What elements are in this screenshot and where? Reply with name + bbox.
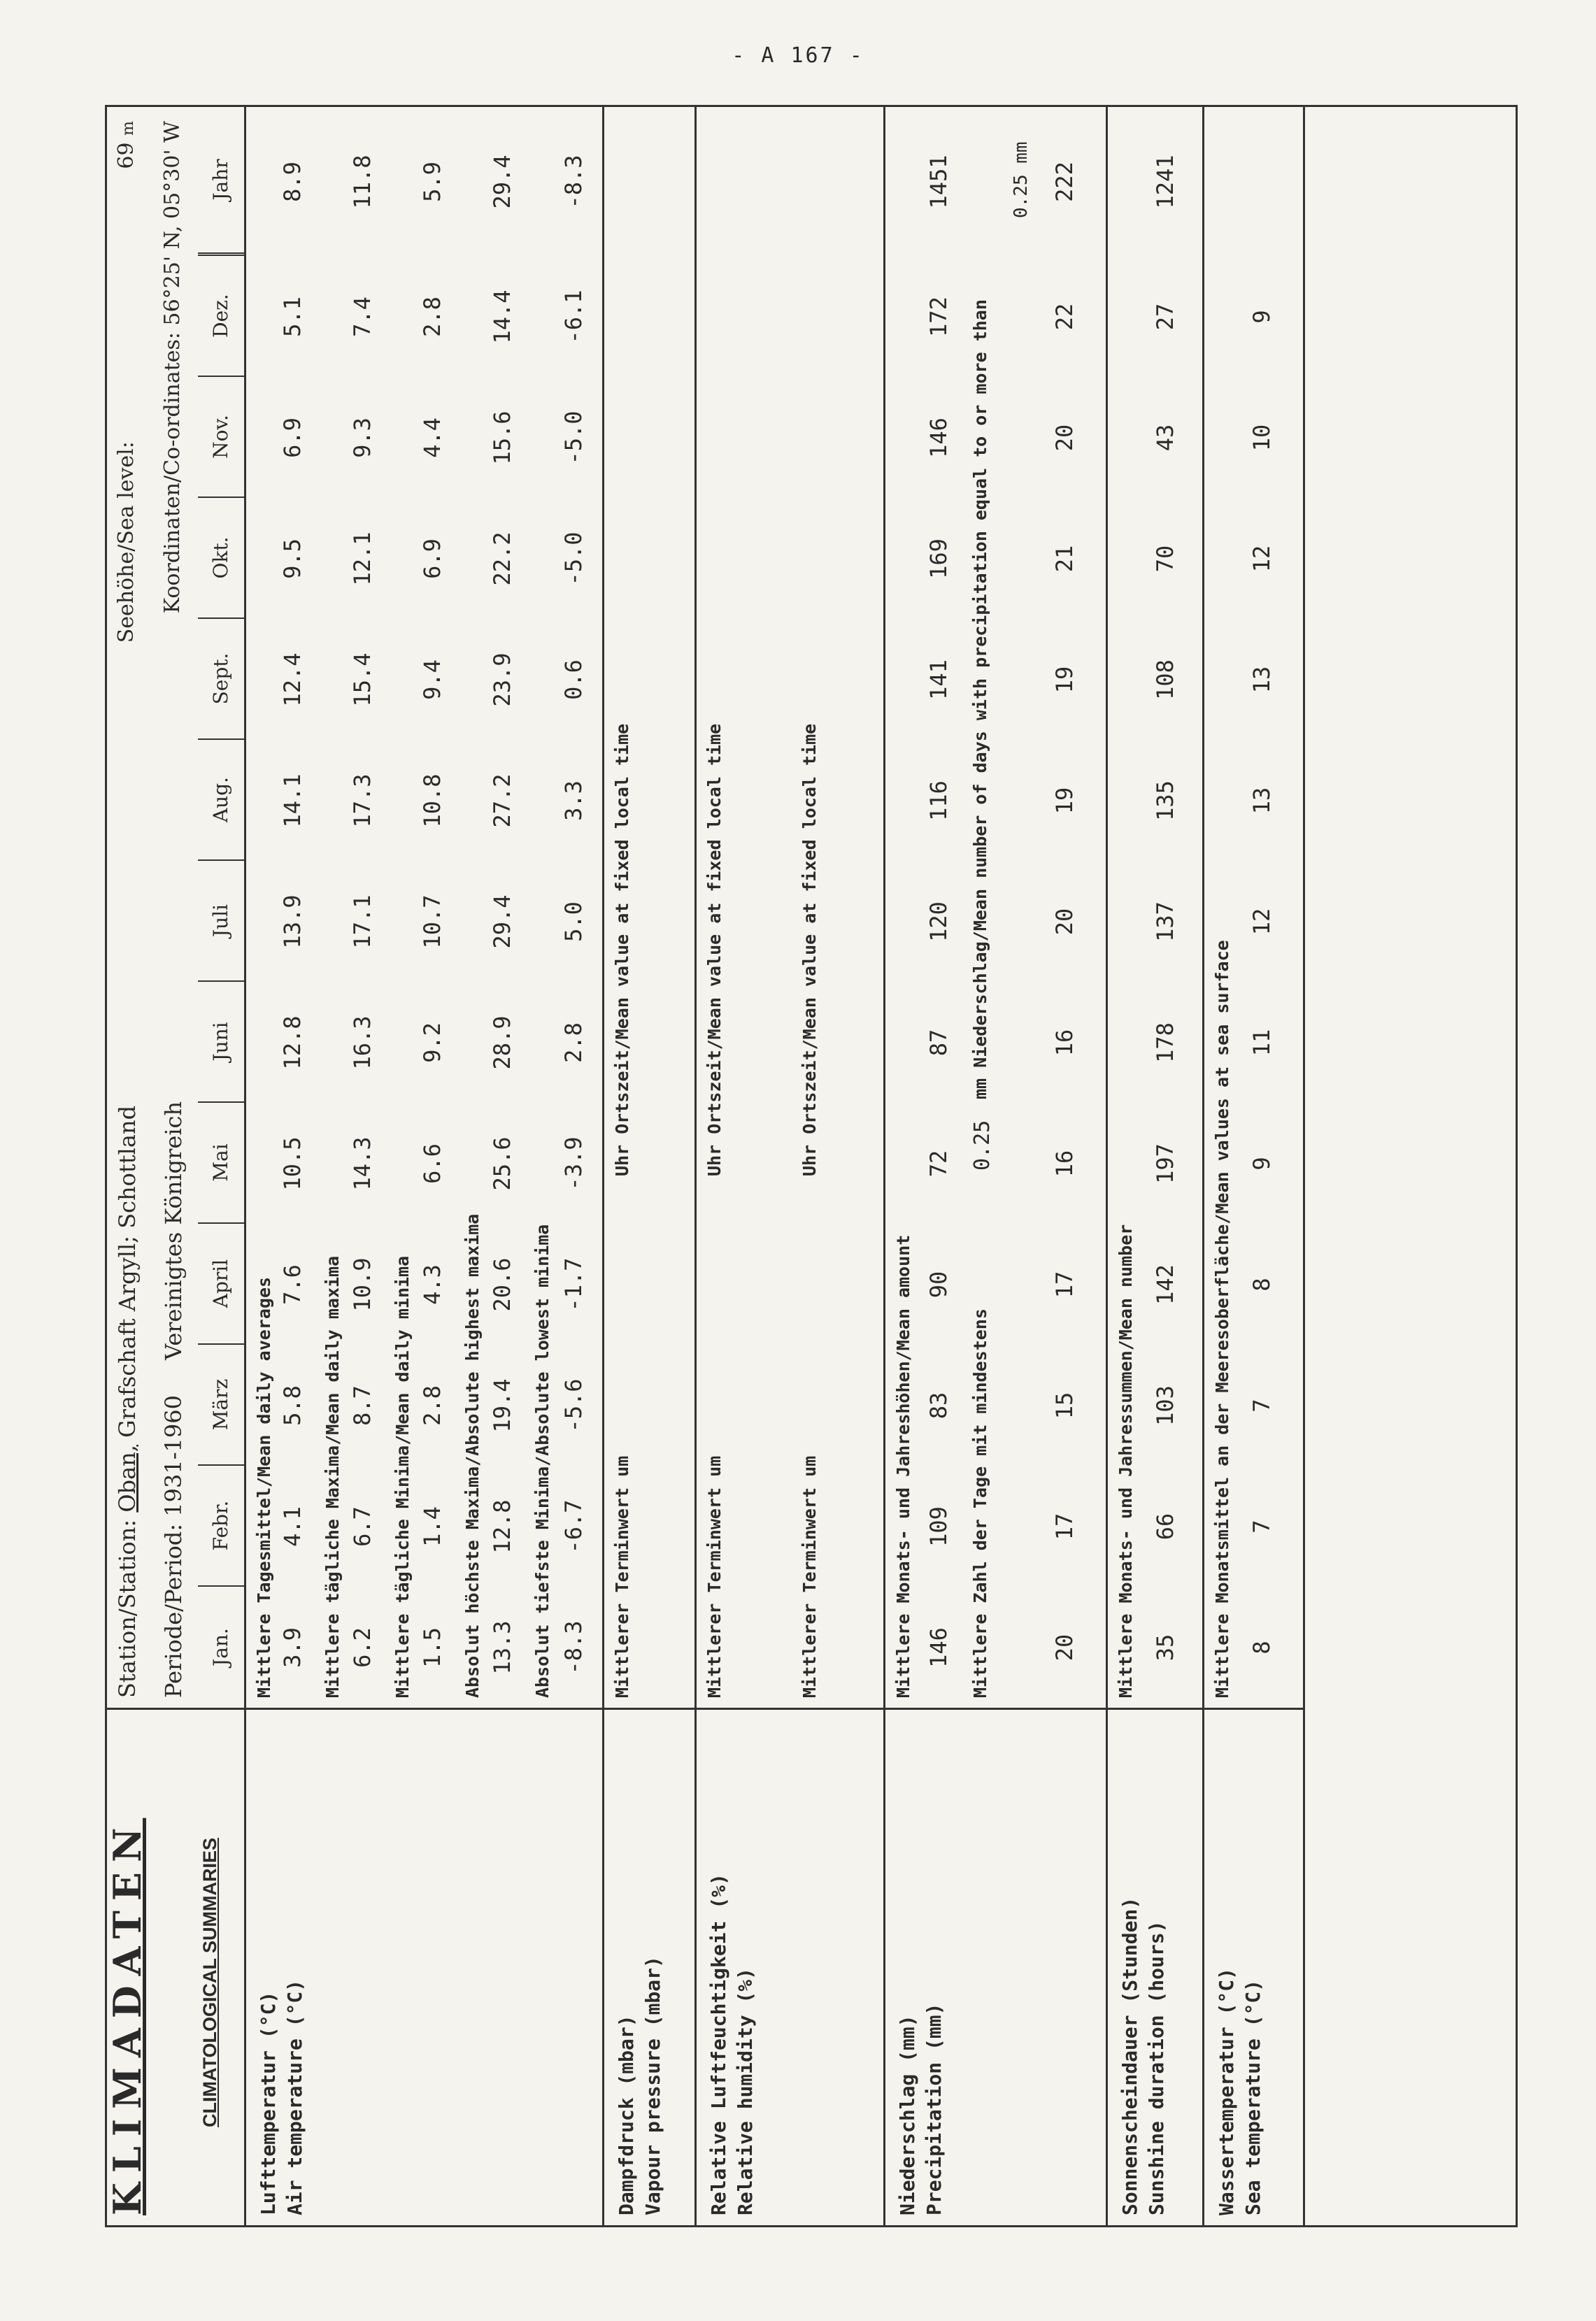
value-cell: 14.1 [279, 773, 306, 828]
value-cell: 27.2 [489, 773, 515, 828]
value-cell: -8.3 [560, 1620, 587, 1675]
value-cell: 109 [925, 1506, 952, 1547]
value-cell: 197 [1152, 1143, 1178, 1184]
value-cell: 22.2 [489, 531, 515, 586]
month-header: Juli [198, 861, 244, 982]
value-cell: 6.9 [419, 538, 446, 579]
sea-temperature-section [1202, 107, 1303, 2225]
humidity-section [694, 107, 883, 2225]
coords-label: Koordinaten/Co-ordinates: [160, 332, 185, 614]
value-cell: 8.9 [279, 162, 306, 202]
value-cell: 20 [1051, 908, 1078, 936]
value-cell: 13 [1248, 666, 1275, 694]
value-cell: 11.8 [349, 155, 376, 209]
values-days [1051, 107, 1079, 1708]
value-cell: 13.3 [489, 1620, 515, 1675]
caption-de: Mittlerer Terminwert um [704, 1455, 725, 1698]
station-label: Station/Station: [114, 1519, 141, 1698]
caption-de: Mittlerer Terminwert um [612, 1455, 632, 1698]
title: KLIMADATEN [105, 1817, 150, 2215]
value-cell: -1.7 [560, 1257, 587, 1312]
country: Vereinigtes Königreich [160, 1101, 187, 1360]
value-cell: 108 [1152, 659, 1178, 700]
vapour-pressure-data [602, 107, 694, 1708]
caption-days-b: mm Niederschlag/Mean number of days with precipitation equal to or more than [970, 299, 990, 1099]
value-cell: -3.9 [560, 1136, 587, 1191]
sea-temperature-label [1202, 1708, 1303, 2225]
value-cell: 10 [1248, 424, 1275, 452]
value-cell: 9 [1248, 310, 1275, 324]
value-cell: 137 [1152, 901, 1178, 942]
humidity-label [694, 1708, 883, 2225]
value-cell: 2.8 [560, 1022, 587, 1063]
value-cell: 13 [1248, 787, 1275, 815]
values-sea [1248, 107, 1276, 1708]
value-cell: 20.6 [489, 1257, 515, 1312]
value-cell: -5.0 [560, 410, 587, 465]
value-cell: 5.0 [560, 901, 587, 942]
value-cell: 70 [1152, 545, 1178, 573]
values-abs-max [489, 107, 517, 1708]
caption-en: Uhr Ortszeit/Mean value at fixed local time [704, 723, 725, 1176]
title-cell [107, 1708, 244, 2225]
sunshine-data [1106, 107, 1202, 1708]
label-en: Sea temperature (°C) [1241, 1979, 1264, 2215]
value-cell: 29.4 [489, 155, 515, 209]
label-de: Relative Luftfeuchtigkeit (%) [707, 1873, 730, 2215]
caption-abs-min: Absolut tiefste Minima/Absolute lowest minima [532, 1224, 553, 1698]
value-cell: 1451 [925, 155, 952, 209]
value-cell: 103 [1152, 1385, 1178, 1426]
label-de: Sonnenscheindauer (Stunden) [1118, 1897, 1141, 2215]
value-cell: 19.4 [489, 1378, 515, 1433]
value-cell: 7.6 [279, 1264, 306, 1305]
month-header: April [198, 1224, 244, 1345]
value-cell: 12.8 [489, 1499, 515, 1554]
label-en: Relative humidity (%) [734, 1967, 757, 2215]
precipitation-data [883, 107, 1106, 1708]
days-threshold: 0.25 [970, 1120, 995, 1171]
header-row [107, 107, 244, 2225]
value-cell: 6.7 [349, 1506, 376, 1547]
value-cell: 16.3 [349, 1015, 376, 1070]
caption-abs-max: Absolut höchste Maxima/Absolute highest maxima [462, 1213, 483, 1698]
air-temperature-section [244, 107, 602, 2225]
period-label: Periode/Period: [160, 1523, 187, 1698]
value-cell: 10.9 [349, 1257, 376, 1312]
value-cell: 4.1 [279, 1506, 306, 1547]
value-cell: 13.9 [279, 894, 306, 949]
value-cell: 35 [1152, 1634, 1178, 1662]
sea-level-unit: m [120, 121, 137, 136]
value-cell: 83 [925, 1392, 952, 1420]
value-cell: 19 [1051, 666, 1078, 694]
value-cell: 6.6 [419, 1143, 446, 1184]
month-header: Dez. [198, 256, 244, 377]
value-cell: 29.4 [489, 894, 515, 949]
air-temperature-data [244, 107, 602, 1708]
air-temperature-label [244, 1708, 602, 2225]
value-cell: 8 [1248, 1278, 1275, 1292]
value-cell: 4.3 [419, 1264, 446, 1305]
value-cell: 12.8 [279, 1015, 306, 1070]
coords: 56°25' N, 05°30' W [160, 121, 185, 326]
values-max [349, 107, 377, 1708]
value-cell: 21 [1051, 545, 1078, 573]
value-cell: 5.1 [279, 297, 306, 337]
value-cell: 19 [1051, 787, 1078, 815]
station-line [114, 1106, 141, 1698]
value-cell: 146 [925, 1627, 952, 1668]
value-cell: 15.4 [349, 652, 376, 707]
label-de: Niederschlag (mm) [896, 2015, 919, 2215]
value-cell: 20 [1051, 424, 1078, 452]
sea-level-line [114, 121, 138, 643]
label-en: Air temperature (°C) [283, 1979, 306, 2215]
value-cell: 141 [925, 659, 952, 700]
value-cell: 12 [1248, 545, 1275, 573]
value-cell: 16 [1051, 1150, 1078, 1178]
caption-en: Uhr Ortszeit/Mean value at fixed local time [799, 723, 820, 1176]
value-cell: 135 [1152, 780, 1178, 821]
values-min [419, 107, 447, 1708]
value-cell: 146 [925, 417, 952, 458]
values-sunshine [1152, 107, 1180, 1708]
sea-level: 69 [114, 142, 138, 169]
value-cell: 142 [1152, 1264, 1178, 1305]
value-cell: 9.5 [279, 538, 306, 579]
sunshine-section [1106, 107, 1202, 2225]
value-cell: 5.8 [279, 1385, 306, 1426]
coords-line [160, 121, 185, 613]
value-cell: 178 [1152, 1022, 1178, 1063]
values-abs-min [560, 107, 588, 1708]
value-cell: 72 [925, 1150, 952, 1178]
station-region: Grafschaft Argyll; Schottland [114, 1105, 141, 1438]
value-cell: 7 [1248, 1520, 1275, 1534]
month-header: Juni [198, 982, 244, 1103]
label-de: Dampfdruck (mbar) [615, 2015, 638, 2215]
caption-amount: Mittlere Monats- und Jahreshöhen/Mean amount [893, 1234, 913, 1698]
month-header: Mai [198, 1103, 244, 1224]
period-line [160, 1101, 187, 1698]
label-de: Wassertemperatur (°C) [1215, 1967, 1238, 2215]
value-cell: 169 [925, 538, 952, 579]
value-cell: 4.4 [419, 417, 446, 458]
month-header-year: Jahr [198, 107, 244, 256]
sunshine-label [1106, 1708, 1202, 2225]
value-cell: -5.6 [560, 1378, 587, 1433]
caption-days-a: Mittlere Zahl der Tage mit mindestens [970, 1308, 990, 1698]
value-cell: 9.2 [419, 1022, 446, 1063]
label-en: Vapour pressure (mbar) [641, 1956, 664, 2215]
value-cell: 43 [1152, 424, 1178, 452]
caption-mean: Mittlere Tagesmittel/Mean daily averages [254, 1276, 274, 1698]
caption-min: Mittlere tägliche Minima/Mean daily minima [392, 1255, 413, 1698]
value-cell: 10.5 [279, 1136, 306, 1191]
value-cell: 3.9 [279, 1627, 306, 1668]
station-name: Oban, [114, 1445, 141, 1513]
month-header: Okt. [198, 498, 244, 619]
caption-max: Mittlere tägliche Maxima/Mean daily maxima [322, 1255, 343, 1698]
values-mean [279, 107, 307, 1708]
months-header [198, 107, 244, 1708]
month-header: Febr. [198, 1466, 244, 1587]
value-cell: 14.3 [349, 1136, 376, 1191]
value-cell: 6.2 [349, 1627, 376, 1668]
value-cell: 0.6 [560, 659, 587, 700]
value-cell: 8.7 [349, 1385, 376, 1426]
value-cell: 25.6 [489, 1136, 515, 1191]
value-cell: 116 [925, 780, 952, 821]
precipitation-section [883, 107, 1106, 2225]
value-cell: 27 [1152, 303, 1178, 331]
value-cell: 10.8 [419, 773, 446, 828]
caption-sea: Mittlere Monatsmittel an der Meeresoberfläche/Mean values at sea surface [1212, 940, 1232, 1698]
month-header: Aug. [198, 740, 244, 861]
value-cell: 9.3 [349, 417, 376, 458]
value-cell: 1241 [1152, 155, 1178, 209]
precipitation-label [883, 1708, 1106, 2225]
value-cell: 9 [1248, 1157, 1275, 1171]
value-cell: 9.4 [419, 659, 446, 700]
value-cell: 222 [1051, 162, 1078, 202]
value-cell: -6.1 [560, 290, 587, 344]
value-cell: 6.9 [279, 417, 306, 458]
humidity-data [694, 107, 883, 1708]
station-info [107, 107, 244, 1708]
vapour-pressure-label [602, 1708, 694, 2225]
value-cell: 2.8 [419, 297, 446, 337]
value-cell: 90 [925, 1271, 952, 1299]
values-amount [925, 107, 953, 1708]
value-cell: 7 [1248, 1399, 1275, 1413]
value-cell: 8 [1248, 1641, 1275, 1655]
value-cell: 66 [1152, 1513, 1178, 1541]
value-cell: 172 [925, 297, 952, 337]
value-cell: 20 [1051, 1634, 1078, 1662]
value-cell: 17 [1051, 1513, 1078, 1541]
value-cell: 12.1 [349, 531, 376, 586]
period: 1931-1960 [160, 1395, 187, 1517]
caption-de: Mittlerer Terminwert um [799, 1455, 820, 1698]
caption-sunshine: Mittlere Monats- und Jahressummen/Mean number [1116, 1224, 1136, 1698]
value-cell: 12 [1248, 908, 1275, 936]
value-cell: 14.4 [489, 290, 515, 344]
value-cell: 22 [1051, 303, 1078, 331]
value-cell: -5.0 [560, 531, 587, 586]
value-cell: -6.7 [560, 1499, 587, 1554]
value-cell: 17.3 [349, 773, 376, 828]
vapour-pressure-section [602, 107, 694, 2225]
climate-table [105, 105, 1518, 2227]
label-en: Precipitation (mm) [922, 2003, 946, 2215]
sea-temperature-data [1202, 107, 1303, 1708]
month-header: März [198, 1345, 244, 1466]
caption-en: Uhr Ortszeit/Mean value at fixed local time [612, 723, 632, 1176]
label-de: Lufttemperatur (°C) [257, 1991, 280, 2215]
value-cell: 1.5 [419, 1627, 446, 1668]
value-cell: -8.3 [560, 155, 587, 209]
value-cell: 5.9 [419, 162, 446, 202]
days-threshold-unit: 0.25 mm [1011, 141, 1032, 218]
value-cell: 87 [925, 1029, 952, 1057]
subtitle: CLIMATOLOGICAL SUMMARIES [199, 1838, 220, 2127]
value-cell: 7.4 [349, 297, 376, 337]
sea-level-label: Seehöhe/Sea level: [114, 441, 138, 643]
value-cell: 23.9 [489, 652, 515, 707]
page-number: - A 167 - [732, 43, 864, 68]
divider [1303, 107, 1305, 2225]
value-cell: 1.4 [419, 1506, 446, 1547]
value-cell: 12.4 [279, 652, 306, 707]
month-header: Nov. [198, 377, 244, 498]
month-header: Jan. [209, 1628, 232, 1666]
value-cell: 28.9 [489, 1015, 515, 1070]
value-cell: 17 [1051, 1271, 1078, 1299]
value-cell: 15 [1051, 1392, 1078, 1420]
value-cell: 120 [925, 901, 952, 942]
value-cell: 16 [1051, 1029, 1078, 1057]
month-header: Sept. [198, 619, 244, 740]
value-cell: 10.7 [419, 894, 446, 949]
value-cell: 3.3 [560, 780, 587, 821]
label-en: Sunshine duration (hours) [1145, 1920, 1168, 2215]
value-cell: 17.1 [349, 894, 376, 949]
value-cell: 11 [1248, 1029, 1275, 1057]
value-cell: 15.6 [489, 410, 515, 465]
value-cell: 2.8 [419, 1385, 446, 1426]
